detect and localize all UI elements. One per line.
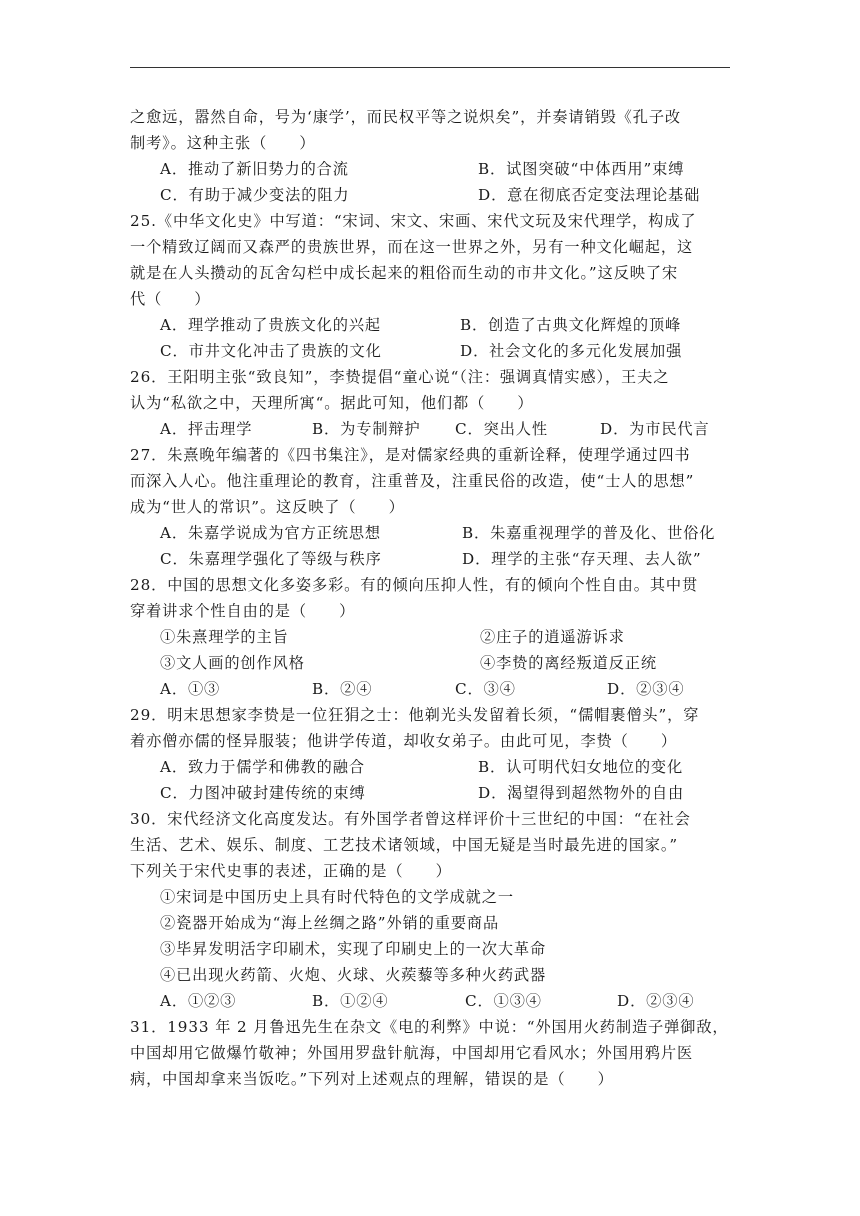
option-c: C．朱嘉理学强化了等级与秩序: [160, 550, 382, 568]
question-25: [130, 208, 730, 364]
question-31: [130, 1014, 730, 1092]
question-stem-line: 27．朱熹晚年编著的《四书集注》，是对儒家经典的重新诠释，使理学通过四书: [130, 446, 691, 464]
question-stem-line: 成为“世人的常识”。这反映了（ ）: [130, 498, 405, 516]
option-d: D．理学的主张“存天理、去人欲”: [462, 550, 702, 568]
question-stem-line: 而深入人心。他注重理论的教育，注重普及，注重民俗的改造，使“士人的思想”: [130, 472, 695, 490]
options-row: [130, 780, 730, 806]
option-b: B．认可明代妇女地位的变化: [478, 758, 684, 776]
statement-row: [130, 624, 730, 650]
option-b: B．①②④: [312, 992, 389, 1010]
option-c: C．有助于减少变法的阻力: [160, 186, 350, 204]
option-c: C．市井文化冲击了贵族的文化: [160, 342, 382, 360]
exam-page-body: [130, 104, 730, 1092]
option-d: D．②③④: [617, 992, 695, 1010]
option-c: C．①③④: [465, 992, 542, 1010]
statement-item: ①朱熹理学的主旨: [160, 628, 289, 646]
question-30: [130, 806, 730, 1014]
question-stem-line: 穿着讲求个性自由的是（ ）: [130, 602, 356, 620]
question-stem-line: 28．中国的思想文化多姿多彩。有的倾向压抑人性，有的倾向个性自由。其中贯: [130, 576, 699, 594]
question-stem-line: 25.《中华文化史》中写道：“宋词、宋文、宋画、宋代文玩及宋代理学，构成了: [130, 212, 697, 230]
option-b: B．朱嘉重视理学的普及化、世俗化: [462, 524, 716, 542]
question-stem-line: 认为“私欲之中，天理所寓“。据此可知，他们都（ ）: [130, 394, 534, 412]
option-a: A．①②③: [160, 992, 237, 1010]
options-row: [130, 988, 730, 1014]
options-row: [130, 156, 730, 182]
statement-item: ①宋词是中国历史上具有时代特色的文学成就之一: [160, 888, 514, 906]
option-b: B．②④: [312, 680, 373, 698]
question-27: [130, 442, 730, 572]
option-d: D．渴望得到超然物外的自由: [478, 784, 685, 802]
question-24: [130, 104, 730, 208]
options-row: [130, 182, 730, 208]
options-row: [130, 520, 730, 546]
option-a: A．朱嘉学说成为官方正统思想: [160, 524, 382, 542]
question-stem-line: 26．王阳明主张“致良知”，李贽提倡“童心说“（注：强调真情实感），王夫之: [130, 368, 670, 386]
question-stem-line: 下列关于宋代史事的表述，正确的是（ ）: [130, 862, 452, 880]
question-stem-line: 生活、艺术、娱乐、制度、工艺技术诸领域，中国无疑是当时最先进的国家。”: [130, 836, 679, 854]
statement-item: ④李贽的离经叛道反正统: [480, 654, 657, 672]
option-c: C．突出人性: [455, 420, 548, 438]
question-stem-line: 着亦僧亦儒的怪异服装；他讲学传道，却收女弟子。由此可见，李贽（ ）: [130, 732, 677, 750]
option-a: A．抨击理学: [160, 420, 253, 438]
question-26: [130, 364, 730, 442]
question-stem-line: 病，中国却拿来当饭吃。”下列对上述观点的理解，错误的是（ ）: [130, 1070, 614, 1088]
options-row: [130, 754, 730, 780]
question-stem-line: 29．明末思想家李贽是一位狂狷之士：他剃光头发留着长须，“儒帽裹僧头”，穿: [130, 706, 700, 724]
header-rule: [130, 67, 730, 68]
options-row: [130, 546, 730, 572]
statement-item: ③文人画的创作风格: [160, 654, 305, 672]
option-a: A．①③: [160, 680, 221, 698]
options-row: [130, 312, 730, 338]
statement-row: [130, 650, 730, 676]
option-a: A．致力于儒学和佛教的融合: [160, 758, 365, 776]
question-stem-line: 31．1933 年 2 月鲁迅先生在杂文《电的利弊》中说：“外国用火药制造子弹御敌，: [130, 1018, 729, 1036]
options-row: [130, 338, 730, 364]
question-stem-line: 代（ ）: [130, 290, 211, 308]
statement-item: ②瓷器开始成为“海上丝绸之路”外销的重要商品: [160, 914, 500, 932]
option-d: D．意在彻底否定变法理论基础: [478, 186, 701, 204]
options-row: [130, 676, 730, 702]
statement-item: ④已出现火药箭、火炮、火球、火蒺藜等多种火药武器: [160, 966, 547, 984]
question-stem-line: 中国却用它做爆竹敬神；外国用罗盘针航海，中国却用它看风水；外国用鸦片医: [130, 1044, 694, 1062]
statement-item: ③毕昇发明活字印刷术，实现了印刷史上的一次大革命: [160, 940, 547, 958]
option-d: D．社会文化的多元化发展加强: [460, 342, 683, 360]
question-stem-line: 制考》。这种主张（ ）: [130, 134, 316, 152]
question-stem-line: 之愈远，嚣然自命，号为‘康学’，而民权平等之说炽矣”，并奏请销毁《孔子改: [130, 108, 682, 126]
statement-item: ②庄子的逍遥游诉求: [480, 628, 625, 646]
options-row: [130, 416, 730, 442]
option-b: B．试图突破“中体西用”束缚: [478, 160, 685, 178]
question-29: [130, 702, 730, 806]
option-c: C．力图冲破封建传统的束缚: [160, 784, 366, 802]
option-a: A．理学推动了贵族文化的兴起: [160, 316, 382, 334]
question-stem-line: 30．宋代经济文化高度发达。有外国学者曾这样评价十三世纪的中国：“在社会: [130, 810, 691, 828]
option-d: D．②③④: [607, 680, 685, 698]
option-c: C．③④: [455, 680, 516, 698]
question-stem-line: 一个精致辽阔而又森严的贵族世界，而在这一世界之外，另有一种文化崛起，这: [130, 238, 694, 256]
option-d: D．为市民代言: [600, 420, 710, 438]
option-b: B．为专制辩护: [312, 420, 421, 438]
question-stem-line: 就是在人头攒动的瓦舍勾栏中成长起来的粗俗而生动的市井文化。”这反映了宋: [130, 264, 679, 282]
question-28: [130, 572, 730, 702]
option-a: A．推动了新旧势力的合流: [160, 160, 349, 178]
option-b: B．创造了古典文化辉煌的顶峰: [460, 316, 682, 334]
